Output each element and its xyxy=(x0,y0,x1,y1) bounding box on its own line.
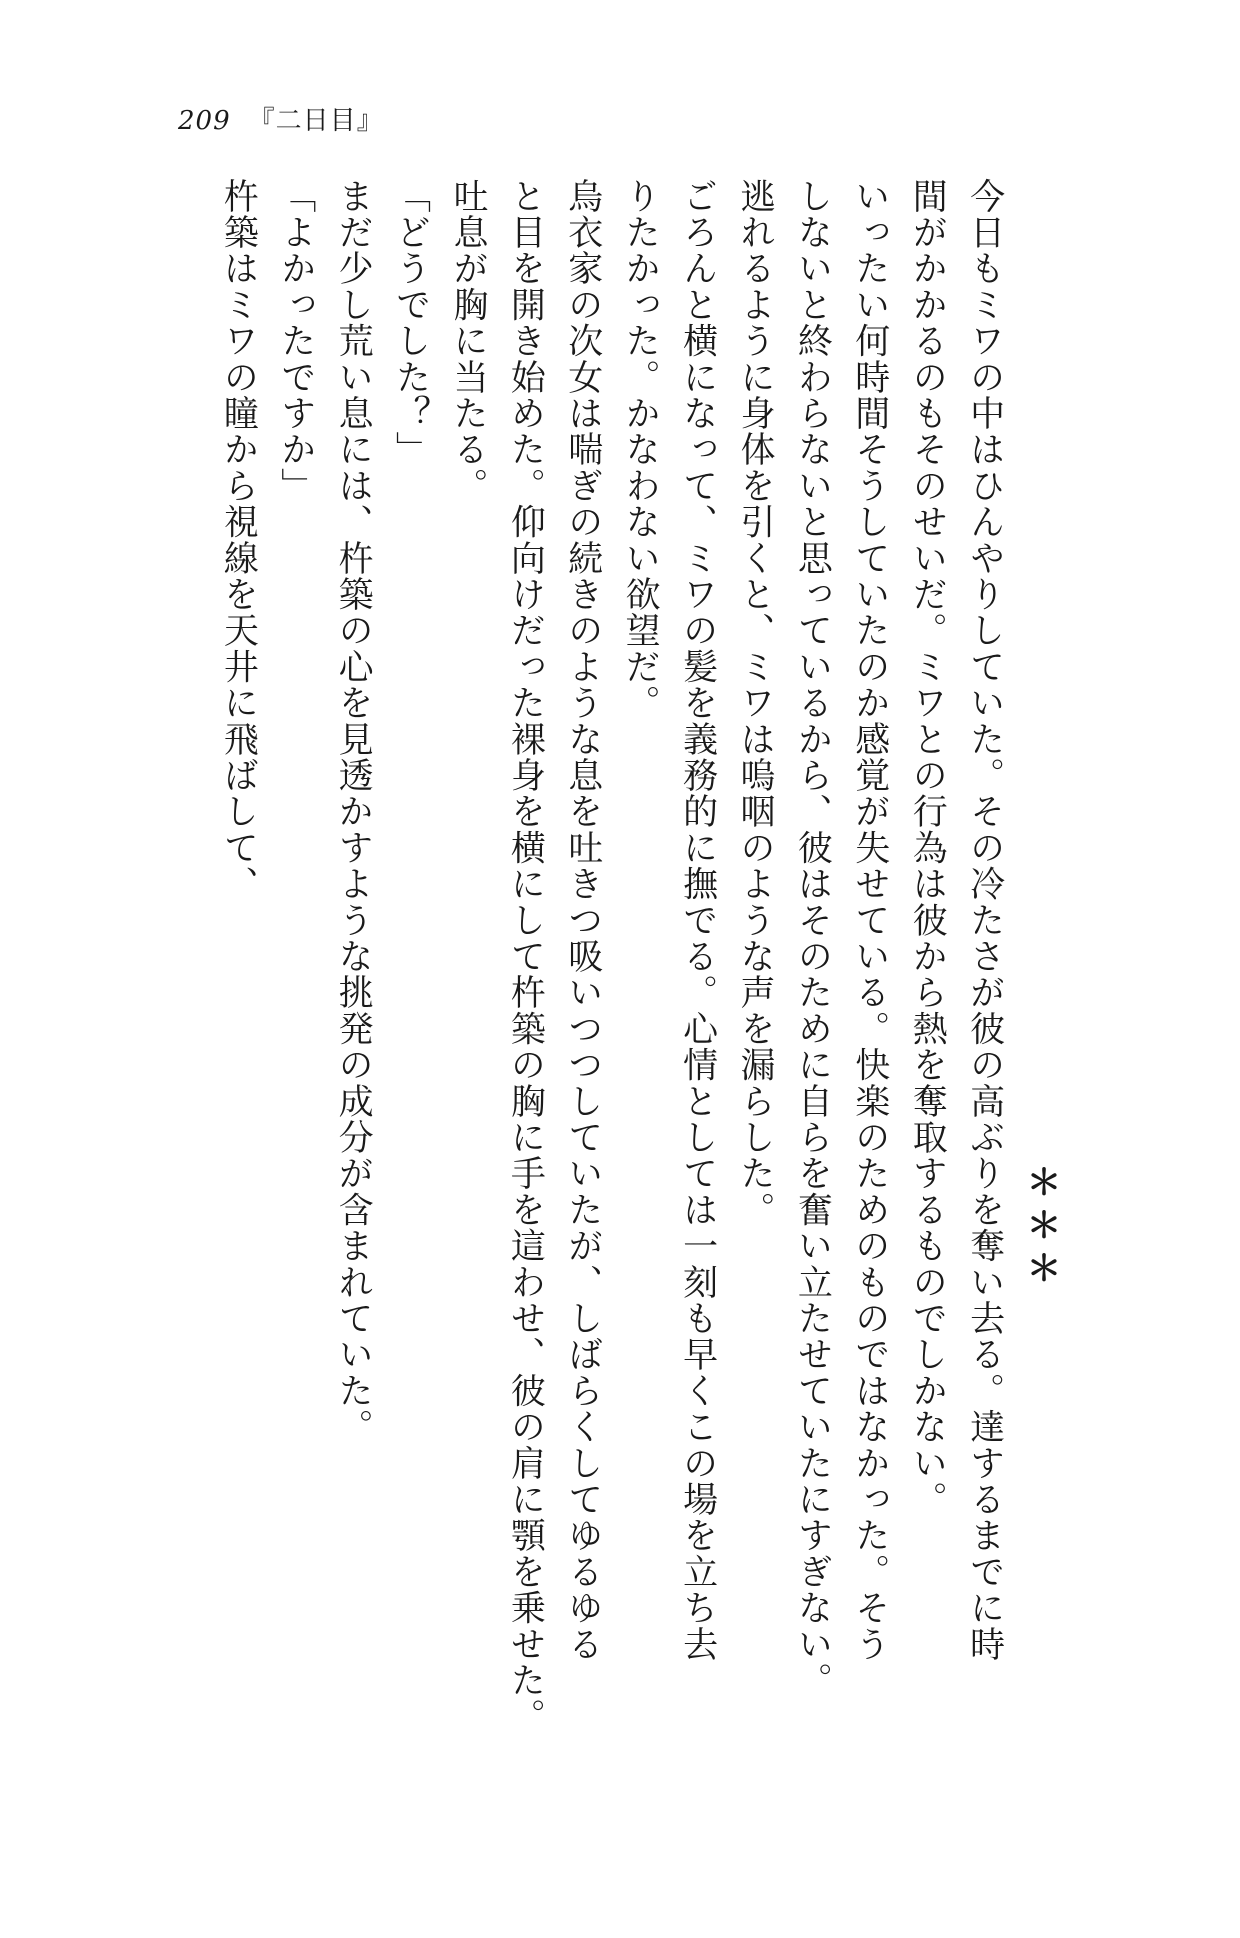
text-line-4: しないと終わらないと思っているから、彼はそのために自らを奮い立たせていたにすぎない。 xyxy=(792,178,833,1699)
text-line-13: 「よかったですか」 xyxy=(275,178,316,504)
text-line-2: 間がかかるのもそのせいだ。ミワとの行為は彼から熱を奪取するものでしかない。 xyxy=(907,178,948,1518)
text-line-6: ごろんと横になって、ミワの髪を義務的に撫でる。心情としては一刻も早くこの場を立ち去 xyxy=(677,178,718,1663)
scene-break: ＊＊＊ xyxy=(1021,1163,1062,1293)
page-number: 209 xyxy=(178,106,231,136)
text-line-9: と目を開き始めた。仰向けだった裸身を横にして杵築の胸に手を這わせ、彼の肩に顎を乗せた。 xyxy=(505,178,546,1735)
text-line-7: りたかった。かなわない欲望だ。 xyxy=(620,178,661,721)
text-line-11: 「どうでした？」 xyxy=(390,178,431,468)
running-header xyxy=(178,100,384,137)
text-line-10: 吐息が胸に当たる。 xyxy=(447,178,488,504)
text-line-8: 烏衣家の次女は喘ぎの続きのような息を吐きつ吸いつつしていたが、しばらくしてゆるゆる xyxy=(562,178,603,1663)
text-line-12: まだ少し荒い息には、杵築の心を見透かすような挑発の成分が含まれていた。 xyxy=(333,178,374,1445)
vertical-body-text xyxy=(209,178,1070,1735)
text-line-3: いったい何時間そうしていたのか感覚が失せている。快楽のためのものではなかった。そう xyxy=(849,178,890,1663)
chapter-title: 『二日目』 xyxy=(248,106,384,136)
text-line-5: 逃れるように身体を引くと、ミワは嗚咽のような声を漏らした。 xyxy=(734,178,775,1228)
text-line-1: 今日もミワの中はひんやりしていた。その冷たさが彼の高ぶりを奪い去る。達するまでに時 xyxy=(964,178,1005,1663)
text-line-14: 杵築はミワの瞳から視線を天井に飛ばして、 xyxy=(218,178,259,902)
